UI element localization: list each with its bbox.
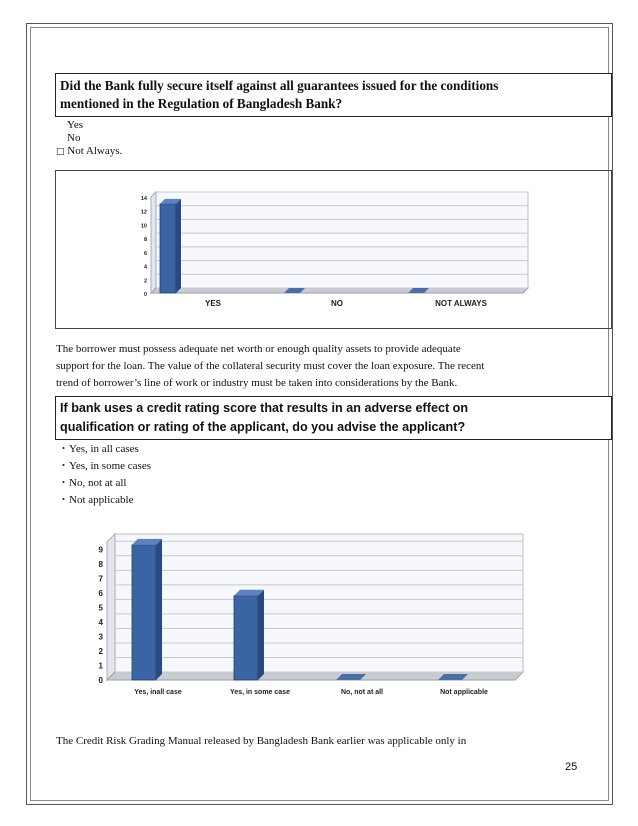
question2-title-line2: qualification or rating of the applicant, do you advise the applicant? <box>60 420 466 434</box>
chart1-plot-wall <box>156 192 528 288</box>
chart2-category-label: Not applicable <box>440 689 488 696</box>
q1-option-yes: Yes <box>67 119 84 131</box>
chart2-category-label: Yes, inall case <box>134 689 182 696</box>
chart2-bar-side <box>156 539 162 680</box>
paragraph2: The Credit Risk Grading Manual released by Bangladesh Bank earlier was applicable only in <box>56 735 467 747</box>
page-number: 25 <box>565 761 578 773</box>
bullet-icon: ・ <box>58 460 69 472</box>
chart1-ytick-label: 2 <box>143 278 147 285</box>
chart2-ytick-label: 3 <box>98 632 103 642</box>
paragraph1-line1: The borrower must possess adequate net worth or enough quality assets to provide adequate <box>56 343 461 355</box>
paragraph1 <box>56 341 611 392</box>
chart2-side-wall <box>107 534 115 680</box>
chart2-bar-front <box>132 545 156 680</box>
question1-title-line1: Did the Bank fully secure itself against all guarantees issued for the conditions <box>60 78 499 93</box>
chart2-ytick-label: 5 <box>98 603 103 613</box>
chart2-ytick-label: 2 <box>98 646 103 656</box>
chart1-category-label: NO <box>331 299 343 308</box>
chart1-ytick-label: 4 <box>143 264 147 271</box>
chart1-ytick-label: 8 <box>143 237 147 244</box>
chart2-ytick-label: 9 <box>98 545 103 555</box>
question1-title <box>56 74 611 116</box>
paragraph1-line2: support for the loan. The value of the collateral security must cover the loan exposure. The recent <box>56 360 485 372</box>
paragraph1-line3: trend of borrower’s line of work or industry must be taken into considerations by the Bank. <box>56 377 458 389</box>
chart2-ytick-label: 6 <box>98 588 103 598</box>
chart1-ytick-label: 0 <box>143 292 147 298</box>
chart1-category-label: YES <box>204 299 222 308</box>
chart1-ytick-label: 12 <box>140 209 147 216</box>
q1-option-no: No <box>67 132 81 144</box>
q2-option-1-label: Yes, in all cases <box>69 443 139 455</box>
chart1-category-label: NOT ALWAYS <box>435 299 487 308</box>
q2-option-4 <box>58 494 133 507</box>
bullet-icon: ・ <box>58 443 69 455</box>
chart2-ytick-label: 4 <box>98 617 103 627</box>
chart2-bar-side <box>258 590 264 680</box>
chart2-bar-front <box>234 596 258 680</box>
chart2-svg <box>55 530 610 705</box>
chart2-ytick-label: 1 <box>98 661 103 671</box>
chart2-category-label: No, not at all <box>341 689 383 696</box>
chart1-ytick-label: 6 <box>143 250 147 257</box>
question2-box <box>55 396 612 440</box>
chart1-frame <box>55 170 612 329</box>
q2-option-2-label: Yes, in some cases <box>69 460 151 472</box>
q2-option-3 <box>58 477 126 490</box>
question1-box <box>55 73 612 117</box>
q2-option-3-label: No, not at all <box>69 477 127 489</box>
bullet-icon: ・ <box>58 494 69 506</box>
chart1-bar-side <box>176 199 181 293</box>
chart2-ytick-label: 8 <box>98 559 103 569</box>
chart1-ytick-label: 14 <box>140 196 147 202</box>
question2-title-line1: If bank uses a credit rating score that results in an adverse effect on <box>60 401 469 415</box>
checkbox-glyph-icon: □ <box>56 147 65 157</box>
q1-option-not-always <box>56 145 122 159</box>
q2-option-2 <box>58 460 151 473</box>
q2-option-4-label: Not applicable <box>69 494 134 506</box>
chart1-side-wall <box>151 192 156 293</box>
chart2-category-label: Yes, in some case <box>230 689 290 696</box>
chart1-floor <box>151 288 528 293</box>
q1-option-not-always-label: Not Always. <box>67 145 123 157</box>
chart2-ytick-label: 7 <box>98 574 103 584</box>
question1-title-line2: mentioned in the Regulation of Bangladesh Bank? <box>60 96 343 111</box>
bullet-icon: ・ <box>58 477 69 489</box>
chart1-ytick-label: 10 <box>140 223 147 230</box>
chart1-svg <box>56 171 611 328</box>
q2-option-1 <box>58 443 139 456</box>
question2-title <box>56 397 611 439</box>
chart2-plot-wall <box>115 534 523 672</box>
chart2-ytick-label: 0 <box>98 676 103 685</box>
chart1-bar-front <box>160 204 176 293</box>
